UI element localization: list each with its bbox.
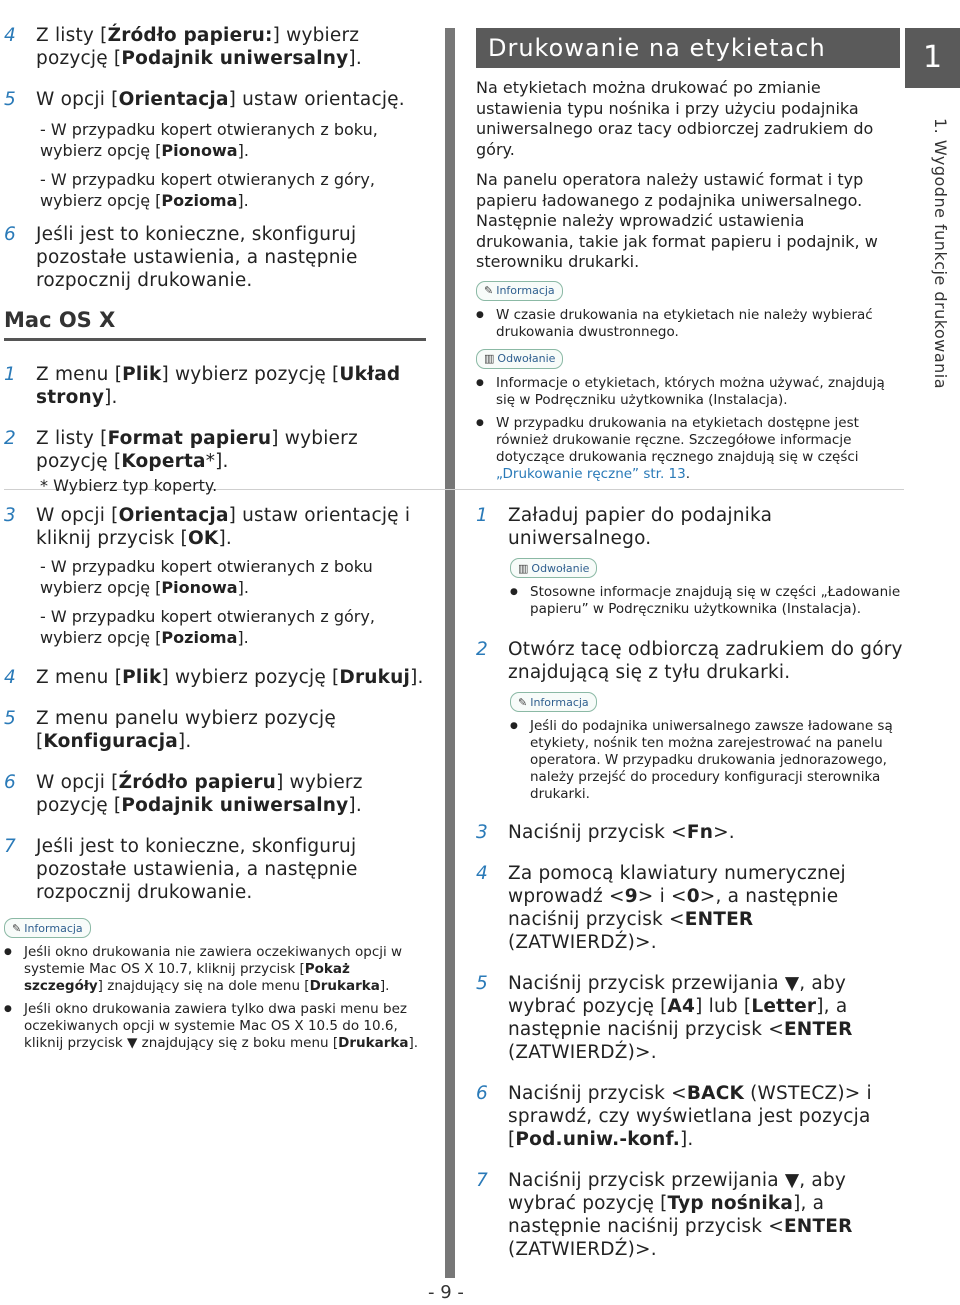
step-text: Naciśnij przycisk <Fn>. — [508, 822, 735, 843]
step-item — [4, 707, 428, 753]
step-text: Z listy [Źródło papieru:] wybierz pozycję [Podajnik uniwersalny]. — [36, 25, 362, 69]
list-item: ● Informacje o etykietach, których można używać, znajdują się w Podręczniku użytkownika (Instalacja). — [476, 374, 885, 408]
label-step-2 — [476, 638, 906, 684]
pencil-icon: ✎ — [518, 695, 528, 709]
bullet-icon: ● — [476, 417, 484, 428]
bullet-icon: ● — [510, 721, 518, 731]
page-number: - 9 - — [428, 1282, 464, 1303]
step-number: 7 — [476, 1170, 488, 1191]
list-item: ● Jeśli okno drukowania nie zawiera oczekiwanych opcji w systemie Mac OS X 10.7, kliknij przycisk [Pokaż szczegóły] znajdujący się na dole menu [Drukarka]. — [4, 944, 403, 994]
list-item: ● Jeśli okno drukowania zawiera tylko dwa paski menu bez oczekiwanych opcji w systemie Mac OS X 10.5 do 10.6, kliknij przycisk ▼ znajdujący się z boku menu [Drukarka]. — [4, 1001, 419, 1051]
step-number: 4 — [4, 25, 16, 46]
step-number: 6 — [4, 772, 16, 793]
step-number: 3 — [4, 505, 16, 526]
book-icon: ▥ — [518, 561, 529, 575]
column-divider — [445, 28, 455, 1278]
orientation-subs — [4, 119, 428, 211]
step-text: Otwórz tacę odbiorczą zadrukiem do góry znajdującą się z tyłu drukarki. — [508, 639, 903, 683]
step-number: 6 — [4, 224, 16, 245]
bullet-icon: ● — [510, 587, 518, 597]
step-item — [476, 972, 906, 1064]
bullet-icon: ● — [4, 947, 12, 957]
list-item: ● Jeśli do podajnika uniwersalnego zawsze ładowane są etykiety, nośnik ten można zarejestrować na panelu operatora. W przypadku drukowania jednorazowego, należy przejść do procedury konfiguracji sterownika drukarki. — [510, 718, 893, 802]
reference-tag — [476, 349, 563, 369]
step-number: 5 — [4, 89, 16, 110]
mac-step3-subs — [4, 556, 428, 648]
step-text: Jeśli jest to konieczne, skonfiguruj pozostałe ustawienia, a następnie rozpocznij drukowanie. — [36, 836, 358, 903]
step-text: Z listy [Format papieru] wybierz pozycję [Koperta*]. — [36, 428, 358, 472]
list-item: ● W przypadku drukowania na etykietach dostępne jest również drukowanie ręczne. Szczegółowe informacje dotyczące drukowania ręcznego znajdują się w części „Drukowanie ręczne” str. 13. — [476, 414, 859, 482]
mac-step2-note: * Wybierz typ koperty. — [40, 476, 218, 495]
info-tag-label: Informacja — [530, 695, 589, 709]
reference-tag-label: Odwołanie — [531, 561, 590, 575]
step-item — [4, 835, 428, 904]
step-item — [4, 88, 428, 111]
bullet-icon: ● — [4, 1004, 12, 1014]
step-text: Z menu [Plik] wybierz pozycję [Układ strony]. — [36, 364, 401, 408]
step-text: Z menu panelu wybierz pozycję [Konfiguracja]. — [36, 708, 336, 752]
pencil-icon: ✎ — [484, 284, 494, 297]
list-item: ● W czasie drukowania na etykietach nie należy wybierać drukowania dwustronnego. — [476, 306, 873, 340]
bullet-icon: ● — [476, 309, 484, 320]
mac-steps-top — [4, 363, 428, 473]
info-tag-label: Informacja — [496, 284, 555, 297]
step-number: 2 — [476, 639, 488, 660]
step-item — [4, 666, 428, 689]
section-para-2: Na panelu operatora należy ustawić format i typ papieru ładowanego z podajnika uniwersalnego. Następnie należy wprowadzić ustawienia drukowania, takie jak format papieru i podajnik, w sterowniku drukarki. — [476, 170, 878, 271]
step-item — [4, 427, 428, 473]
section-ref-bullets — [476, 375, 904, 483]
step-item — [476, 1169, 906, 1261]
chapter-title: 1. Wygodne funkcje drukowania — [931, 118, 950, 390]
mac-os-heading: Mac OS X — [4, 308, 426, 341]
step-number: 6 — [476, 1083, 488, 1104]
step-item — [4, 363, 428, 409]
info-tag-label: Informacja — [24, 921, 83, 935]
step-item — [476, 862, 906, 954]
sub-item: - W przypadku kopert otwieranych z góry, wybierz opcję [Pozioma]. — [40, 607, 375, 647]
chapter-tab: 1 — [905, 28, 960, 88]
right-bottom-column — [476, 504, 906, 1261]
step-text: Naciśnij przycisk przewijania ▼, aby wybrać pozycję [Typ nośnika], a następnie naciśnij przycisk <ENTER (ZATWIERDŹ)>. — [508, 1170, 853, 1260]
left-bottom-column — [4, 504, 428, 1052]
book-icon: ▥ — [484, 352, 495, 365]
list-item: ● Stosowne informacje znajdują się w części „Ładowanie papieru” w Podręczniku użytkownika (Instalacja). — [510, 584, 901, 617]
step-text: Z menu [Plik] wybierz pozycję [Drukuj]. — [36, 667, 424, 688]
step-number: 4 — [4, 667, 16, 688]
step-item — [476, 821, 906, 844]
step-number: 2 — [4, 428, 16, 449]
sub-item: - W przypadku kopert otwieranych z boku, wybierz opcję [Pionowa]. — [40, 120, 378, 160]
step-text: Za pomocą klawiatury numerycznej wprowadź <9> i <0>, a następnie naciśnij przycisk <ENTER (ZATWIERDŹ)>. — [508, 863, 846, 953]
step-item — [4, 24, 428, 70]
step-item — [4, 771, 428, 817]
mac-step-3 — [4, 504, 428, 550]
info-tag — [4, 918, 91, 938]
step-number: 1 — [476, 505, 488, 526]
step-text: Jeśli jest to konieczne, skonfiguruj pozostałe ustawienia, a następnie rozpocznij drukowanie. — [36, 224, 358, 291]
info-tag — [510, 692, 597, 712]
info-tag — [476, 281, 563, 301]
step-text: Naciśnij przycisk <BACK (WSTECZ)> i sprawdź, czy wyświetlana jest pozycja [Pod.uniw.-konf.]. — [508, 1083, 872, 1150]
step-number: 5 — [4, 708, 16, 729]
step-text: Załaduj papier do podajnika uniwersalnego. — [508, 505, 773, 549]
reference-tag-label: Odwołanie — [497, 352, 556, 365]
step-number: 5 — [476, 973, 488, 994]
step-item — [476, 638, 906, 684]
step-item — [4, 223, 428, 292]
pencil-icon: ✎ — [12, 921, 22, 935]
step-item — [4, 504, 428, 550]
step-number: 7 — [4, 836, 16, 857]
sub-item: - W przypadku kopert otwieranych z góry, wybierz opcję [Pozioma]. — [40, 170, 375, 210]
step-text: W opcji [Orientacja] ustaw orientację i kliknij przycisk [OK]. — [36, 505, 411, 549]
step-6 — [4, 223, 428, 292]
step-number: 4 — [476, 863, 488, 884]
left-top-column — [4, 24, 428, 496]
step-number: 1 — [4, 364, 16, 385]
mac-info-bullets — [4, 944, 428, 1052]
step-item — [476, 504, 906, 550]
label-step-1 — [476, 504, 906, 550]
step-text: W opcji [Orientacja] ustaw orientację. — [36, 89, 405, 110]
step-item — [476, 1082, 906, 1151]
label-steps-rest — [476, 821, 906, 1261]
reference-tag — [510, 558, 597, 578]
step-text: Naciśnij przycisk przewijania ▼, aby wybrać pozycję [A4] lub [Letter], a następnie naciśnij przycisk <ENTER (ZATWIERDŹ)>. — [508, 973, 853, 1063]
section-para-1: Na etykietach można drukować po zmianie ustawienia typu nośnika i przy użyciu podajnika uniwersalnego oraz tacy odbiorczej zadrukiem do góry. — [476, 78, 874, 159]
windows-steps — [4, 24, 428, 111]
section-title: Drukowanie na etykietach — [476, 28, 900, 68]
bullet-icon: ● — [476, 377, 484, 388]
step-text: W opcji [Źródło papieru] wybierz pozycję [Podajnik uniwersalny]. — [36, 772, 363, 816]
right-top-column — [476, 28, 904, 483]
sub-item: - W przypadku kopert otwieranych z boku wybierz opcję [Pionowa]. — [40, 557, 373, 597]
mac-steps-rest — [4, 666, 428, 904]
step-number: 3 — [476, 822, 488, 843]
